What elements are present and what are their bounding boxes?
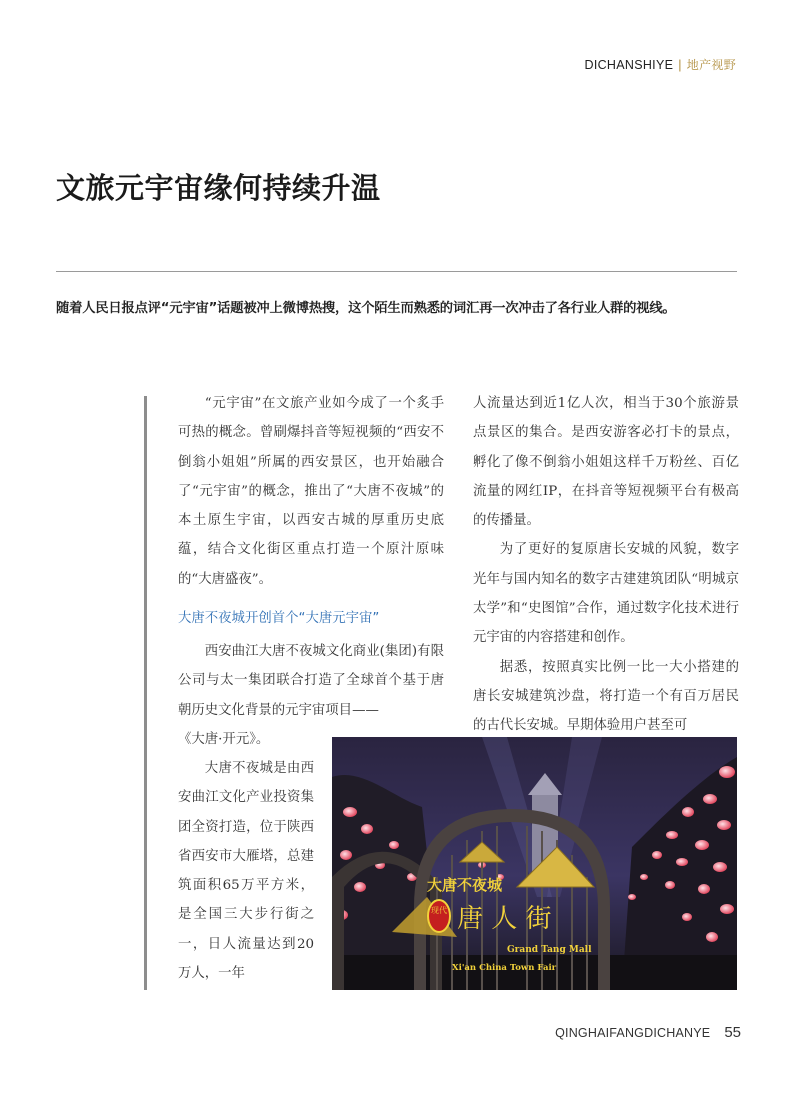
- paragraph: 大唐不夜城是由西安曲江文化产业投资集团全资打造，位于陕西省西安市大雁塔，总建筑面积65万平方米，是全国三大步行街之一，日人流量达到20万人，一年: [178, 761, 314, 982]
- text-column-left: [178, 389, 444, 754]
- sign-en-line2: Xi'an China Town Fair: [452, 963, 557, 973]
- page-footer: [555, 1024, 741, 1042]
- street-night-photo: [332, 737, 737, 990]
- paragraph: “元宇宙”在文旅产业如今成了一个炙手可热的概念。曾刷爆抖音等短视频的“西安不倒翁小姐姐”所属的西安景区，也开始融合了“元宇宙”的概念，推出了“大唐不夜城”的本土原生宇宙，以西安古城的厚重历史底蕴，结合文化街区重点打造一个原汁原味的“大唐盛夜”。: [178, 396, 444, 587]
- sign-en-line1: Grand Tang Mall: [507, 945, 592, 955]
- paragraph: 为了更好的复原唐长安城的风貌，数字光年与国内知名的数字古建建筑团队“明城京太学”和“史图馆”合作，通过数字化技术进行元宇宙的内容搭建和创作。: [473, 542, 739, 646]
- title-divider: [56, 271, 737, 272]
- article-title: 文旅元宇宙缘何持续升温: [56, 171, 381, 205]
- paragraph: 据悉，按照真实比例一比一大小搭建的唐长安城建筑沙盘，将打造一个有百万居民的古代长安城。早期体验用户甚至可: [473, 659, 739, 734]
- paragraph-continuation: 人流量达到近1亿人次，相当于30个旅游景点景区的集合。是西安游客必打卡的景点，孵化了像不倒翁小姐姐这样千万粉丝、百亿流量的网红IP，在抖音等短视频平台有极高的传播量。: [473, 396, 739, 529]
- column-accent-bar: [144, 396, 147, 990]
- sign-main-text: 唐 人 街: [457, 904, 552, 934]
- text-column-narrow: [178, 754, 314, 988]
- page-number: 55: [724, 1024, 741, 1041]
- paragraph-continuation: 《大唐·开元》。: [178, 731, 270, 747]
- header-separator: |: [678, 58, 682, 72]
- publication-name: QINGHAIFANGDICHANYE: [555, 1026, 711, 1040]
- text-column-right: [473, 389, 739, 741]
- article-lead: 随着人民日报点评“元宇宙”话题被冲上微博热搜，这个陌生而熟悉的词汇再一次冲击了各行业人群的视线。: [56, 301, 676, 316]
- magazine-name: DICHANSHIYE: [584, 58, 674, 72]
- section-name: 地产视野: [686, 58, 736, 72]
- sign-top-text: 大唐不夜城: [427, 876, 503, 894]
- section-subheading: 大唐不夜城开创首个“大唐元宇宙”: [178, 611, 380, 627]
- sign-badge-text: 现代: [431, 906, 447, 915]
- running-header: [585, 56, 737, 73]
- paragraph: 西安曲江大唐不夜城文化商业(集团)有限公司与太一集团联合打造了全球首个基于唐朝历史文化背景的元宇宙项目——: [178, 644, 444, 718]
